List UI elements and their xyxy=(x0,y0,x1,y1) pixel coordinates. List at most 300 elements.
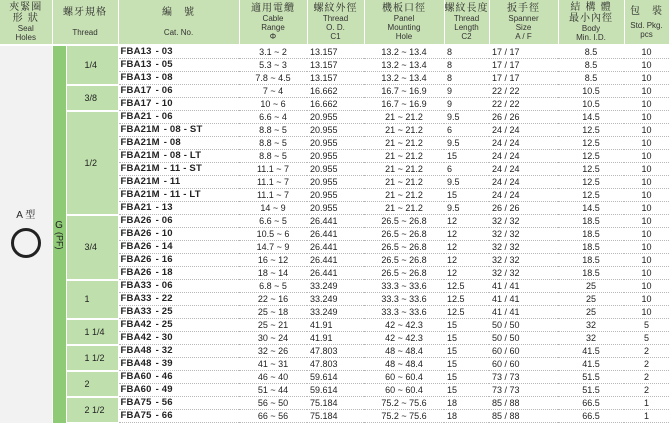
std-pkg-cell: 10 xyxy=(624,293,669,306)
header-thread-od: 螺紋外徑 Thread O. D. C1 xyxy=(307,0,364,45)
thread-size-cell: 2 xyxy=(66,371,118,397)
cat-no-cell xyxy=(118,45,239,59)
mounting-hole-cell: 75.2 ~ 75.6 xyxy=(364,397,444,410)
thread-size-cell: 1 xyxy=(66,280,118,319)
cat-no-cell xyxy=(118,72,239,85)
cat-no: FBA13 xyxy=(120,72,152,83)
std-pkg-cell: 10 xyxy=(624,59,669,72)
cat-no: FBA21M xyxy=(120,176,160,187)
mounting-hole-cell: 48 ~ 48.4 xyxy=(364,345,444,358)
thread-od-cell: 59.614 xyxy=(307,384,364,397)
cat-no-suffix: - 14 xyxy=(155,241,173,252)
thread-od-cell: 26.441 xyxy=(307,241,364,254)
body-min-id-cell: 12.5 xyxy=(558,150,624,163)
cable-range-cell: 5.3 ~ 3 xyxy=(239,59,307,72)
cat-no-cell xyxy=(118,384,239,397)
cat-no: FBA60 xyxy=(120,384,152,395)
cat-no-cell xyxy=(118,280,239,293)
std-pkg-cell: 10 xyxy=(624,267,669,280)
thread-length-cell: 9.5 xyxy=(444,202,489,215)
thread-od-cell: 13.157 xyxy=(307,45,364,59)
table-row xyxy=(0,111,669,124)
spanner-size-cell: 17 / 17 xyxy=(489,59,558,72)
cat-no-cell xyxy=(118,254,239,267)
cat-no-suffix: - 25 xyxy=(155,319,173,330)
thread-length-cell: 8 xyxy=(444,45,489,59)
cat-no: FBA17 xyxy=(120,85,152,96)
thread-length-cell: 15 xyxy=(444,332,489,345)
cable-range-cell: 41 ~ 31 xyxy=(239,358,307,371)
thread-od-cell: 33.249 xyxy=(307,280,364,293)
thread-od-cell: 20.955 xyxy=(307,150,364,163)
spanner-size-cell: 32 / 32 xyxy=(489,228,558,241)
spanner-size-cell: 50 / 50 xyxy=(489,332,558,345)
spanner-size-cell: 50 / 50 xyxy=(489,319,558,332)
thread-length-cell: 12 xyxy=(444,254,489,267)
spanner-size-cell: 60 / 60 xyxy=(489,358,558,371)
spanner-size-cell: 85 / 88 xyxy=(489,410,558,423)
table-row xyxy=(0,397,669,410)
cat-no-cell xyxy=(118,371,239,384)
thread-length-cell: 6 xyxy=(444,163,489,176)
thread-od-cell: 59.614 xyxy=(307,371,364,384)
thread-length-cell: 15 xyxy=(444,150,489,163)
mounting-hole-cell: 33.3 ~ 33.6 xyxy=(364,306,444,319)
thread-od-cell: 20.955 xyxy=(307,189,364,202)
thread-length-cell: 15 xyxy=(444,384,489,397)
cat-no-suffix: - 25 xyxy=(155,306,173,317)
spanner-size-cell: 17 / 17 xyxy=(489,45,558,59)
std-pkg-cell: 10 xyxy=(624,254,669,267)
cat-no-cell xyxy=(118,319,239,332)
thread-size-cell: 3/8 xyxy=(66,85,118,111)
cat-no-cell xyxy=(118,111,239,124)
std-pkg-cell: 10 xyxy=(624,137,669,150)
cat-no: FBA75 xyxy=(120,397,152,408)
spanner-size-cell: 22 / 22 xyxy=(489,98,558,111)
thread-length-cell: 8 xyxy=(444,59,489,72)
cable-range-cell: 10.5 ~ 6 xyxy=(239,228,307,241)
cat-no: FBA21M xyxy=(120,150,160,161)
body-min-id-cell: 10.5 xyxy=(558,85,624,98)
body-min-id-cell: 8.5 xyxy=(558,59,624,72)
mounting-hole-cell: 21 ~ 21.2 xyxy=(364,137,444,150)
thread-size-cell: 3/4 xyxy=(66,215,118,280)
cat-no-suffix: - 10 xyxy=(155,98,173,109)
mounting-hole-cell: 48 ~ 48.4 xyxy=(364,358,444,371)
cat-no-cell xyxy=(118,410,239,423)
thread-length-cell: 12.5 xyxy=(444,280,489,293)
spanner-size-cell: 22 / 22 xyxy=(489,85,558,98)
thread-family-cell xyxy=(52,45,66,423)
spanner-size-cell: 24 / 24 xyxy=(489,150,558,163)
body-min-id-cell: 8.5 xyxy=(558,72,624,85)
cat-no: FBA48 xyxy=(120,358,152,369)
mounting-hole-cell: 21 ~ 21.2 xyxy=(364,111,444,124)
thread-od-cell: 26.441 xyxy=(307,215,364,228)
std-pkg-cell: 10 xyxy=(624,45,669,59)
mounting-hole-cell: 60 ~ 60.4 xyxy=(364,371,444,384)
cable-range-cell: 14 ~ 9 xyxy=(239,202,307,215)
body-min-id-cell: 14.5 xyxy=(558,202,624,215)
thread-family-pf: (PF) xyxy=(54,232,65,250)
cat-no-cell xyxy=(118,332,239,345)
thread-length-cell: 12 xyxy=(444,228,489,241)
cat-no-suffix: - 08 - ST xyxy=(163,124,203,135)
thread-od-cell: 16.662 xyxy=(307,98,364,111)
cable-range-cell: 25 ~ 21 xyxy=(239,319,307,332)
cable-range-cell: 56 ~ 50 xyxy=(239,397,307,410)
body-min-id-cell: 12.5 xyxy=(558,124,624,137)
cat-no-cell xyxy=(118,98,239,111)
thread-od-cell: 33.249 xyxy=(307,306,364,319)
thread-od-cell: 47.803 xyxy=(307,345,364,358)
cable-range-cell: 18 ~ 14 xyxy=(239,267,307,280)
cat-no-suffix: - 08 - LT xyxy=(163,150,202,161)
thread-length-cell: 12 xyxy=(444,241,489,254)
cat-no-cell xyxy=(118,85,239,98)
table-row xyxy=(0,45,669,59)
body-min-id-cell: 66.5 xyxy=(558,410,624,423)
body-min-id-cell: 41.5 xyxy=(558,345,624,358)
body-min-id-cell: 18.5 xyxy=(558,241,624,254)
mounting-hole-cell: 13.2 ~ 13.4 xyxy=(364,72,444,85)
header-std-pkg: 包 裝 Std. Pkg. pcs xyxy=(624,0,669,45)
std-pkg-cell: 2 xyxy=(624,371,669,384)
thread-length-cell: 9.5 xyxy=(444,137,489,150)
spanner-size-cell: 32 / 32 xyxy=(489,254,558,267)
thread-length-cell: 12 xyxy=(444,267,489,280)
thread-length-cell: 12.5 xyxy=(444,306,489,319)
thread-size-cell: 1 1/2 xyxy=(66,345,118,371)
spanner-size-cell: 41 / 41 xyxy=(489,280,558,293)
cable-range-cell: 25 ~ 18 xyxy=(239,306,307,319)
mounting-hole-cell: 13.2 ~ 13.4 xyxy=(364,59,444,72)
mounting-hole-cell: 16.7 ~ 16.9 xyxy=(364,85,444,98)
mounting-hole-cell: 33.3 ~ 33.6 xyxy=(364,280,444,293)
body-min-id-cell: 18.5 xyxy=(558,215,624,228)
body-min-id-cell: 8.5 xyxy=(558,45,624,59)
table-row xyxy=(0,280,669,293)
spanner-size-cell: 17 / 17 xyxy=(489,72,558,85)
body-min-id-cell: 12.5 xyxy=(558,189,624,202)
thread-length-cell: 12 xyxy=(444,215,489,228)
spanner-size-cell: 41 / 41 xyxy=(489,293,558,306)
mounting-hole-cell: 75.2 ~ 75.6 xyxy=(364,410,444,423)
cable-range-cell: 46 ~ 40 xyxy=(239,371,307,384)
spanner-size-cell: 73 / 73 xyxy=(489,384,558,397)
std-pkg-cell: 5 xyxy=(624,319,669,332)
body-min-id-cell: 12.5 xyxy=(558,163,624,176)
mounting-hole-cell: 21 ~ 21.2 xyxy=(364,202,444,215)
thread-length-cell: 12.5 xyxy=(444,293,489,306)
std-pkg-cell: 10 xyxy=(624,202,669,215)
spanner-size-cell: 24 / 24 xyxy=(489,124,558,137)
thread-od-cell: 20.955 xyxy=(307,163,364,176)
cat-no: FBA17 xyxy=(120,98,152,109)
thread-length-cell: 15 xyxy=(444,345,489,358)
table-header xyxy=(0,0,669,45)
body-min-id-cell: 51.5 xyxy=(558,384,624,397)
thread-length-cell: 9.5 xyxy=(444,176,489,189)
mounting-hole-cell: 26.5 ~ 26.8 xyxy=(364,241,444,254)
header-body-min-id: 結 構 體 最小內徑 Body Min. I.D. xyxy=(558,0,624,45)
std-pkg-cell: 10 xyxy=(624,176,669,189)
spanner-size-cell: 24 / 24 xyxy=(489,137,558,150)
thread-od-cell: 20.955 xyxy=(307,124,364,137)
thread-length-cell: 8 xyxy=(444,72,489,85)
table-row xyxy=(0,319,669,332)
seal-type-cell xyxy=(0,45,52,423)
spanner-size-cell: 26 / 26 xyxy=(489,202,558,215)
cat-no-suffix: - 49 xyxy=(155,384,173,395)
cat-no: FBA26 xyxy=(120,267,152,278)
thread-length-cell: 15 xyxy=(444,371,489,384)
spanner-size-cell: 85 / 88 xyxy=(489,397,558,410)
cable-range-cell: 6.6 ~ 4 xyxy=(239,111,307,124)
thread-length-cell: 15 xyxy=(444,189,489,202)
thread-size-cell: 1 1/4 xyxy=(66,319,118,345)
table-row xyxy=(0,85,669,98)
std-pkg-cell: 10 xyxy=(624,72,669,85)
cat-no-suffix: - 08 xyxy=(163,137,181,148)
body-min-id-cell: 25 xyxy=(558,306,624,319)
thread-length-cell: 9.5 xyxy=(444,111,489,124)
cable-range-cell: 6.8 ~ 5 xyxy=(239,280,307,293)
cat-no-cell xyxy=(118,345,239,358)
body-min-id-cell: 66.5 xyxy=(558,397,624,410)
thread-od-cell: 26.441 xyxy=(307,254,364,267)
cat-no-suffix: - 46 xyxy=(155,371,173,382)
body-min-id-cell: 12.5 xyxy=(558,137,624,150)
cat-no-cell xyxy=(118,137,239,150)
cat-no: FBA33 xyxy=(120,306,152,317)
cable-range-cell: 51 ~ 44 xyxy=(239,384,307,397)
mounting-hole-cell: 21 ~ 21.2 xyxy=(364,124,444,137)
cable-range-cell: 30 ~ 24 xyxy=(239,332,307,345)
thread-od-cell: 75.184 xyxy=(307,397,364,410)
spanner-size-cell: 24 / 24 xyxy=(489,163,558,176)
cable-range-cell: 14.7 ~ 9 xyxy=(239,241,307,254)
std-pkg-cell: 10 xyxy=(624,85,669,98)
cat-no-cell xyxy=(118,358,239,371)
cable-range-cell: 11.1 ~ 7 xyxy=(239,176,307,189)
cat-no: FBA26 xyxy=(120,228,152,239)
cable-range-cell: 10 ~ 6 xyxy=(239,98,307,111)
thread-length-cell: 9 xyxy=(444,85,489,98)
cat-no-cell xyxy=(118,293,239,306)
std-pkg-cell: 1 xyxy=(624,397,669,410)
cat-no-cell xyxy=(118,150,239,163)
cat-no-cell xyxy=(118,267,239,280)
table-row xyxy=(0,371,669,384)
cable-range-cell: 8.8 ~ 5 xyxy=(239,137,307,150)
cable-range-cell: 11.1 ~ 7 xyxy=(239,189,307,202)
cat-no-suffix: - 08 xyxy=(155,72,173,83)
body-min-id-cell: 41.5 xyxy=(558,358,624,371)
spanner-size-cell: 32 / 32 xyxy=(489,215,558,228)
header-thread-length: 螺紋長度 Thread Length C2 xyxy=(444,0,489,45)
spanner-size-cell: 24 / 24 xyxy=(489,176,558,189)
cat-no: FBA75 xyxy=(120,410,152,421)
mounting-hole-cell: 42 ~ 42.3 xyxy=(364,332,444,345)
cat-no-suffix: - 32 xyxy=(155,345,173,356)
cat-no: FBA26 xyxy=(120,241,152,252)
mounting-hole-cell: 60 ~ 60.4 xyxy=(364,384,444,397)
cat-no: FBA13 xyxy=(120,46,152,57)
thread-od-cell: 13.157 xyxy=(307,59,364,72)
body-min-id-cell: 12.5 xyxy=(558,176,624,189)
thread-od-cell: 33.249 xyxy=(307,293,364,306)
std-pkg-cell: 10 xyxy=(624,280,669,293)
cat-no-cell xyxy=(118,228,239,241)
std-pkg-cell: 10 xyxy=(624,241,669,254)
thread-od-cell: 41.91 xyxy=(307,332,364,345)
cat-no-suffix: - 06 xyxy=(155,111,173,122)
cat-no: FBA33 xyxy=(120,293,152,304)
cat-no-suffix: - 03 xyxy=(155,46,173,57)
cat-no-suffix: - 56 xyxy=(155,397,173,408)
cat-no-suffix: - 30 xyxy=(155,332,173,343)
cat-no-cell xyxy=(118,163,239,176)
mounting-hole-cell: 42 ~ 42.3 xyxy=(364,319,444,332)
cat-no-cell xyxy=(118,124,239,137)
std-pkg-cell: 5 xyxy=(624,332,669,345)
ring-seal-icon xyxy=(11,228,41,258)
mounting-hole-cell: 16.7 ~ 16.9 xyxy=(364,98,444,111)
thread-od-cell: 47.803 xyxy=(307,358,364,371)
thread-size-cell: 1/4 xyxy=(66,45,118,85)
body-min-id-cell: 18.5 xyxy=(558,267,624,280)
spanner-size-cell: 32 / 32 xyxy=(489,267,558,280)
table-body xyxy=(0,45,669,423)
cat-no-suffix: - 06 xyxy=(155,85,173,96)
body-min-id-cell: 25 xyxy=(558,293,624,306)
cat-no-cell xyxy=(118,59,239,72)
cable-range-cell: 22 ~ 16 xyxy=(239,293,307,306)
spanner-size-cell: 41 / 41 xyxy=(489,306,558,319)
thread-od-cell: 13.157 xyxy=(307,72,364,85)
cat-no: FBA21M xyxy=(120,189,160,200)
cable-range-cell: 8.8 ~ 5 xyxy=(239,124,307,137)
cat-no-cell xyxy=(118,397,239,410)
body-min-id-cell: 14.5 xyxy=(558,111,624,124)
thread-od-cell: 75.184 xyxy=(307,410,364,423)
spanner-size-cell: 73 / 73 xyxy=(489,371,558,384)
cat-no: FBA42 xyxy=(120,332,152,343)
cat-no: FBA21 xyxy=(120,111,152,122)
cat-no-suffix: - 06 xyxy=(155,280,173,291)
std-pkg-cell: 10 xyxy=(624,124,669,137)
cable-range-cell: 32 ~ 26 xyxy=(239,345,307,358)
table-row xyxy=(0,345,669,358)
mounting-hole-cell: 26.5 ~ 26.8 xyxy=(364,267,444,280)
header-seal: 夾緊圈 形 狀 Seal Holes xyxy=(0,0,52,45)
body-min-id-cell: 18.5 xyxy=(558,254,624,267)
cat-no-cell xyxy=(118,306,239,319)
std-pkg-cell: 10 xyxy=(624,163,669,176)
cat-no-suffix: - 22 xyxy=(155,293,173,304)
cable-range-cell: 16 ~ 12 xyxy=(239,254,307,267)
header-cat-no: 編 號 Cat. No. xyxy=(118,0,239,45)
mounting-hole-cell: 26.5 ~ 26.8 xyxy=(364,215,444,228)
cat-no: FBA21M xyxy=(120,124,160,135)
thread-length-cell: 18 xyxy=(444,410,489,423)
thread-length-cell: 9 xyxy=(444,98,489,111)
seal-type-label: A 型 xyxy=(16,210,36,222)
cable-range-cell: 8.8 ~ 5 xyxy=(239,150,307,163)
cat-no-suffix: - 10 xyxy=(155,228,173,239)
std-pkg-cell: 10 xyxy=(624,189,669,202)
body-min-id-cell: 32 xyxy=(558,332,624,345)
cat-no-suffix: - 06 xyxy=(155,215,173,226)
thread-od-cell: 20.955 xyxy=(307,202,364,215)
cat-no-suffix: - 39 xyxy=(155,358,173,369)
cat-no: FBA21 xyxy=(120,202,152,213)
thread-length-cell: 15 xyxy=(444,358,489,371)
thread-od-cell: 20.955 xyxy=(307,176,364,189)
thread-size-cell: 1/2 xyxy=(66,111,118,215)
cat-no-cell xyxy=(118,241,239,254)
spanner-size-cell: 24 / 24 xyxy=(489,189,558,202)
body-min-id-cell: 32 xyxy=(558,319,624,332)
mounting-hole-cell: 26.5 ~ 26.8 xyxy=(364,254,444,267)
spanner-size-cell: 26 / 26 xyxy=(489,111,558,124)
header-spanner-size: 扳手徑 Spanner Size A / F xyxy=(489,0,558,45)
thread-od-cell: 26.441 xyxy=(307,228,364,241)
std-pkg-cell: 10 xyxy=(624,215,669,228)
thread-od-cell: 16.662 xyxy=(307,85,364,98)
mounting-hole-cell: 26.5 ~ 26.8 xyxy=(364,228,444,241)
body-min-id-cell: 25 xyxy=(558,280,624,293)
cable-range-cell: 11.1 ~ 7 xyxy=(239,163,307,176)
std-pkg-cell: 10 xyxy=(624,98,669,111)
cat-no-suffix: - 13 xyxy=(155,202,173,213)
spanner-size-cell: 60 / 60 xyxy=(489,345,558,358)
std-pkg-cell: 10 xyxy=(624,111,669,124)
cat-no-suffix: - 16 xyxy=(155,254,173,265)
thread-od-cell: 20.955 xyxy=(307,111,364,124)
cat-no-suffix: - 66 xyxy=(155,410,173,421)
cable-range-cell: 7.8 ~ 4.5 xyxy=(239,72,307,85)
cat-no-cell xyxy=(118,189,239,202)
cat-no-cell xyxy=(118,176,239,189)
mounting-hole-cell: 21 ~ 21.2 xyxy=(364,150,444,163)
cat-no-suffix: - 05 xyxy=(155,59,173,70)
thread-length-cell: 6 xyxy=(444,124,489,137)
cat-no: FBA13 xyxy=(120,59,152,70)
cat-no-cell xyxy=(118,215,239,228)
std-pkg-cell: 2 xyxy=(624,384,669,397)
cat-no: FBA21M xyxy=(120,163,160,174)
cat-no: FBA26 xyxy=(120,215,152,226)
cat-no: FBA48 xyxy=(120,345,152,356)
cable-range-cell: 3.1 ~ 2 xyxy=(239,45,307,59)
std-pkg-cell: 10 xyxy=(624,306,669,319)
cat-no: FBA26 xyxy=(120,254,152,265)
header-thread: 螺牙規格 Thread xyxy=(52,0,118,45)
mounting-hole-cell: 21 ~ 21.2 xyxy=(364,163,444,176)
spanner-size-cell: 32 / 32 xyxy=(489,241,558,254)
mounting-hole-cell: 21 ~ 21.2 xyxy=(364,176,444,189)
cat-no: FBA60 xyxy=(120,371,152,382)
header-mounting-hole: 機板口徑 Panel Mounting Hole xyxy=(364,0,444,45)
std-pkg-cell: 2 xyxy=(624,358,669,371)
cable-range-cell: 7 ~ 4 xyxy=(239,85,307,98)
thread-family-g: G xyxy=(55,220,63,231)
cat-no-suffix: - 11 - LT xyxy=(163,189,201,200)
cat-no-suffix: - 11 - ST xyxy=(163,163,202,174)
